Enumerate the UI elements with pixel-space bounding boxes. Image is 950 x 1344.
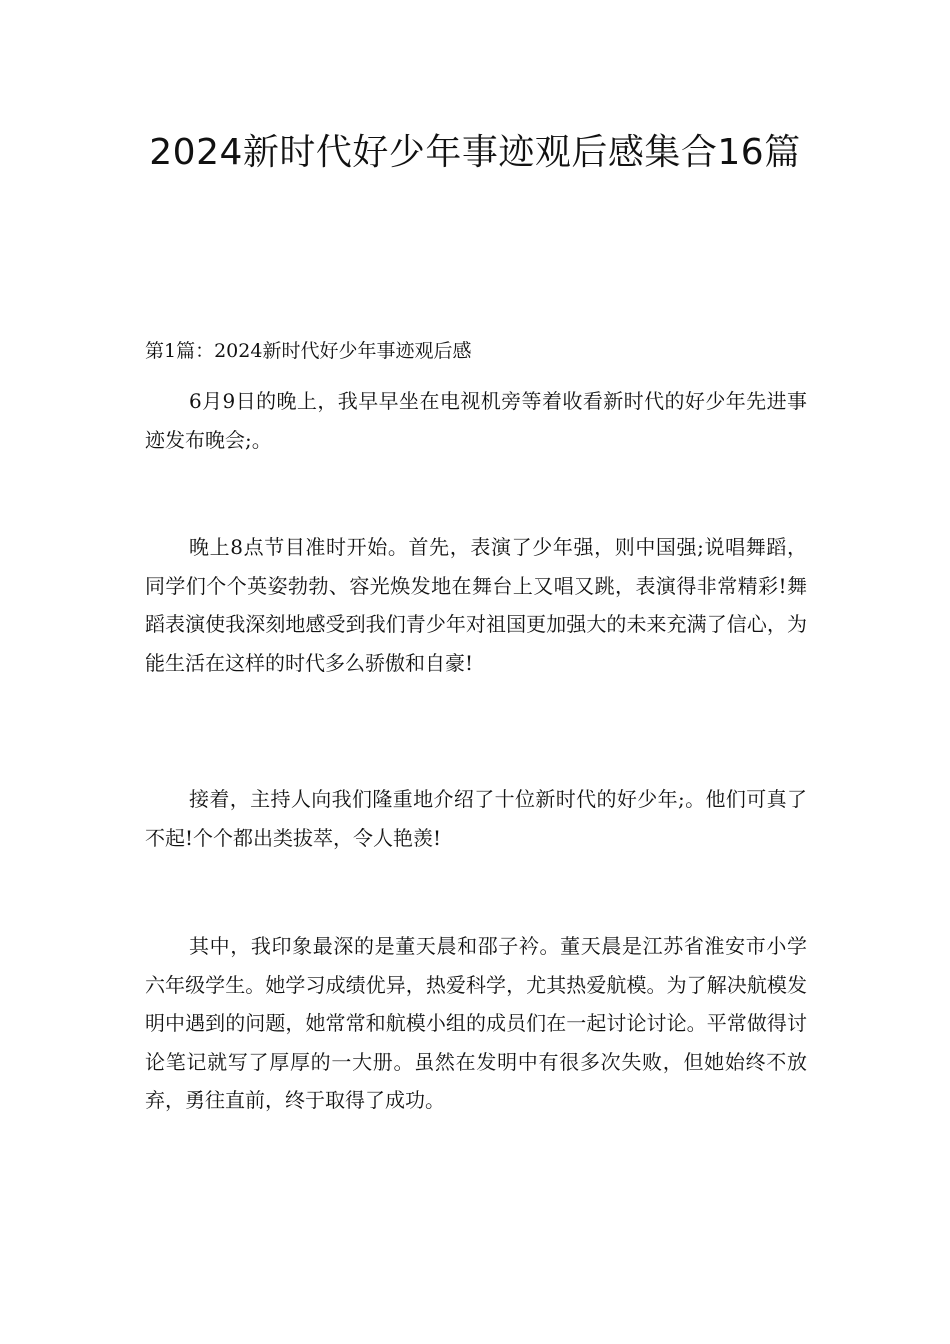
section-heading: 第1篇：2024新时代好少年事迹观后感	[145, 340, 472, 362]
paragraph-1: 6月9日的晚上，我早早坐在电视机旁等着收看新时代的好少年先进事迹发布晚会;。	[145, 389, 807, 452]
paragraph-4: 其中，我印象最深的是董天晨和邵子衿。董天晨是江苏省淮安市小学六年级学生。她学习成绩优异，热爱科学，尤其热爱航模。为了解决航模发明中遇到的问题，她常常和航模小组的成员们在一起讨论讨论。平常做得讨论笔记就写了厚厚的一大册。虽然在发明中有很多次失败，但她始终不放弃，勇往直前，终于取得了成功。	[145, 934, 807, 1112]
paragraph-3: 接着，主持人向我们隆重地介绍了十位新时代的好少年;。他们可真了不起!个个都出类拔萃，令人艳羡!	[145, 787, 807, 850]
document-title: 2024新时代好少年事迹观后感集合16篇	[149, 132, 801, 173]
paragraph-2: 晚上8点节目准时开始。首先，表演了少年强，则中国强;说唱舞蹈，同学们个个英姿勃勃、容光焕发地在舞台上又唱又跳，表演得非常精彩!舞蹈表演使我深刻地感受到我们青少年对祖国更加强大的未来充满了信心，为能生活在这样的时代多么骄傲和自豪!	[145, 535, 807, 675]
